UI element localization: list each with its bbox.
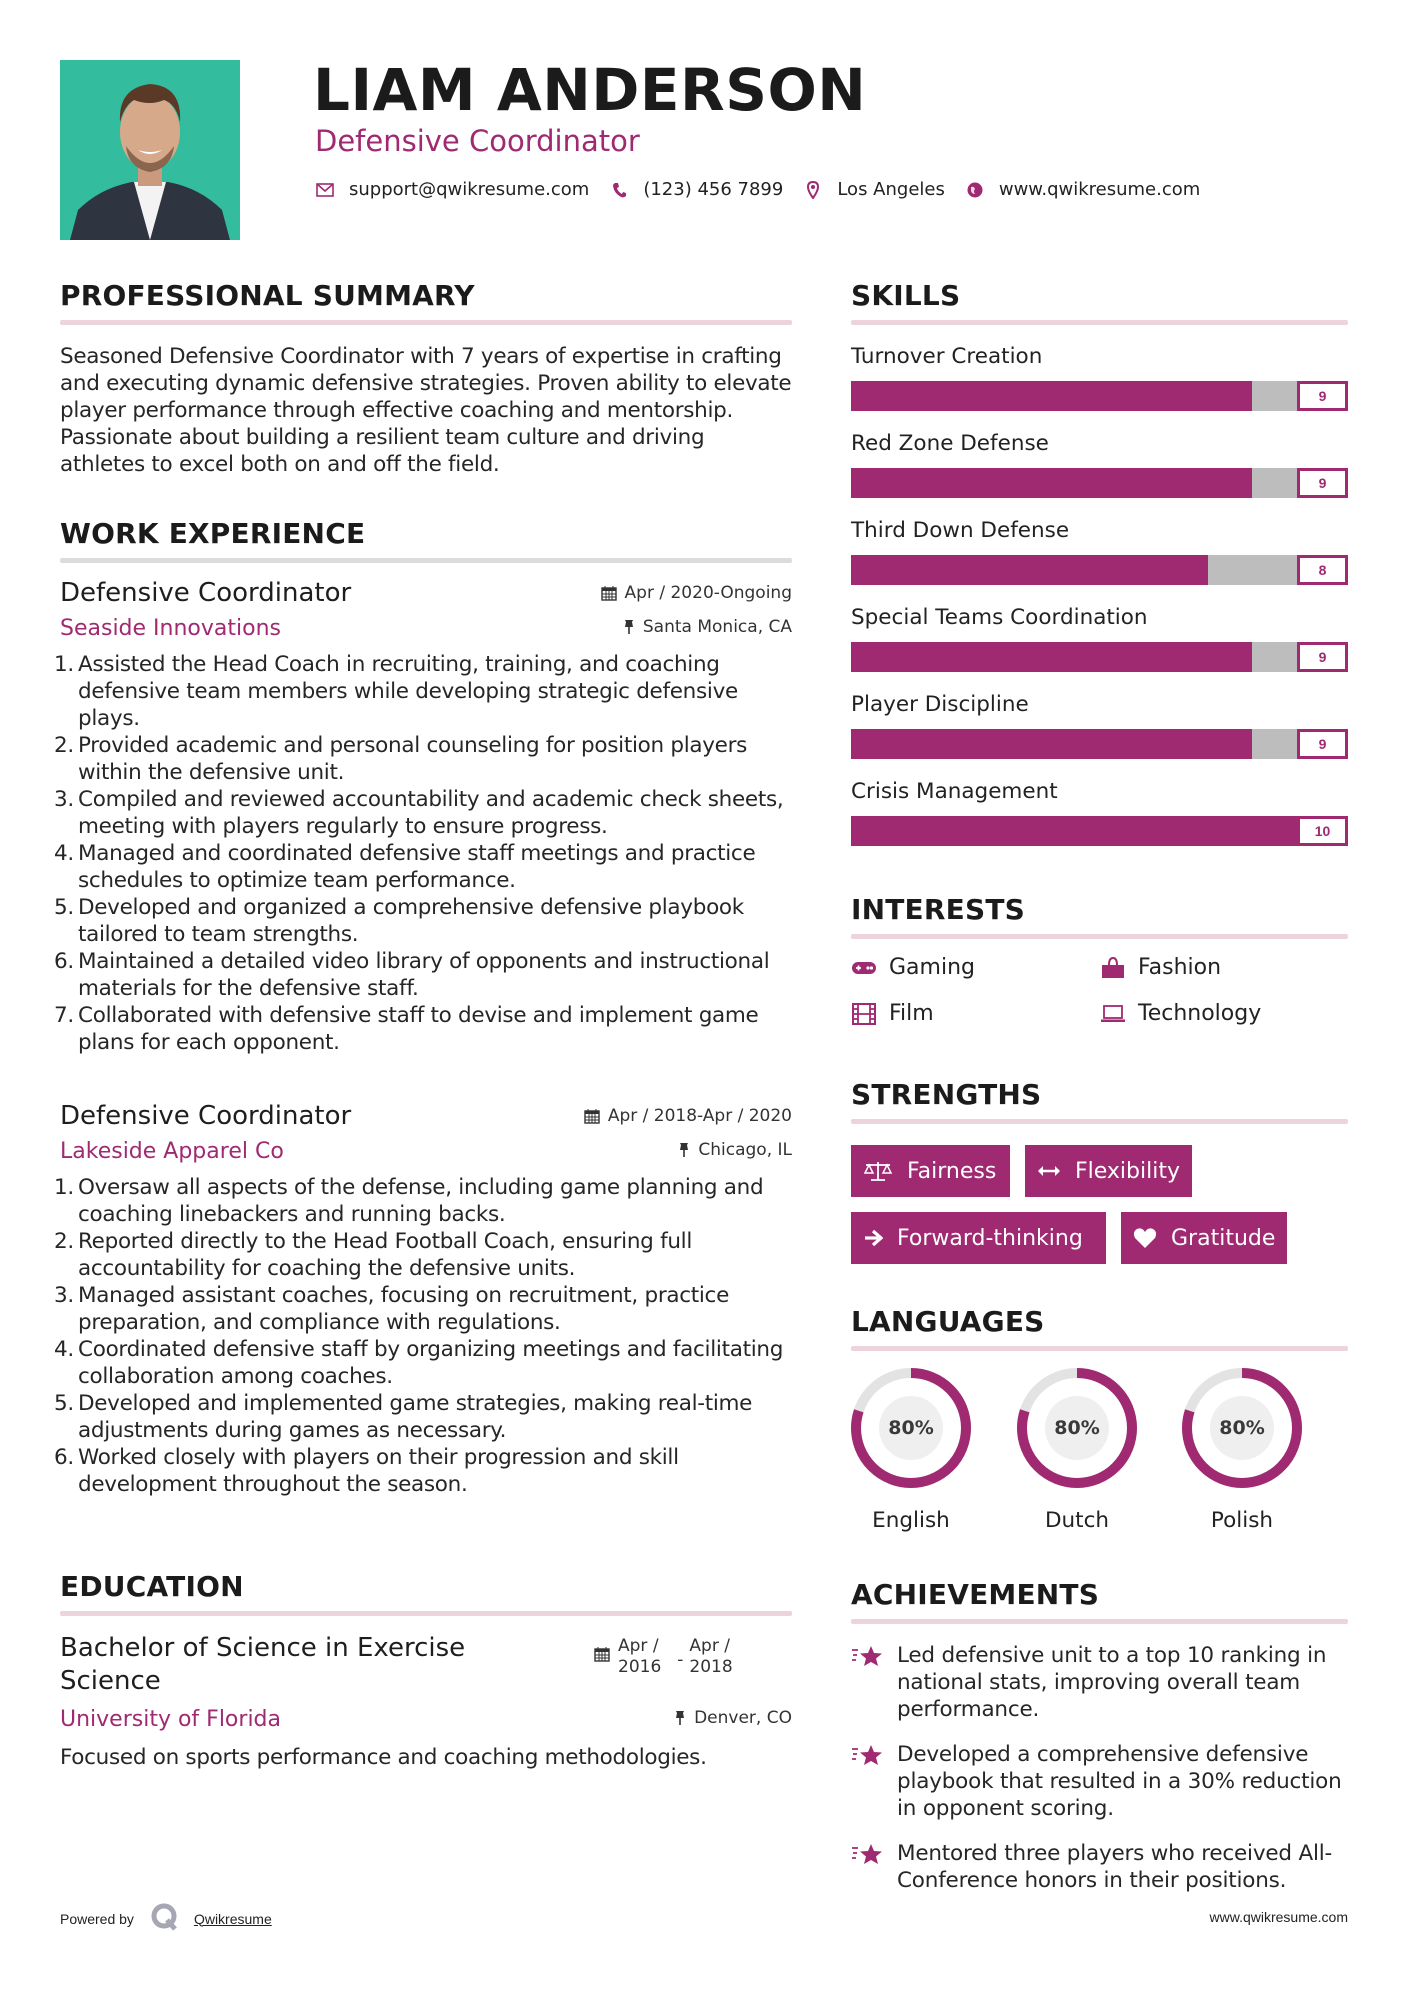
language-percent: 80% [1210, 1396, 1274, 1460]
powered-by-text: Powered by [60, 1910, 134, 1927]
contact-location [803, 179, 945, 200]
language-name: English [872, 1508, 950, 1533]
profile-photo [60, 60, 240, 240]
skill-label: Third Down Defense [851, 518, 1070, 543]
interest-item-film [851, 1001, 934, 1026]
skill-value: 9 [1297, 468, 1348, 498]
language-item-dutch [1012, 1366, 1142, 1533]
end-date: Apr / 2018 [689, 1636, 733, 1677]
duty-list [54, 1174, 792, 1498]
school-name: University of Florida [60, 1707, 281, 1732]
globe-icon [965, 180, 985, 200]
strength-label: Flexibility [1075, 1158, 1180, 1184]
skill-label: Turnover Creation [851, 344, 1043, 369]
duty-item: 6. Maintained a detailed video library of opponents and instructional materials for the defensive staff. [54, 949, 770, 1001]
qwikresume-logo-icon [150, 1903, 180, 1934]
experience-divider [60, 558, 792, 563]
education-location-text: Denver, CO [694, 1708, 792, 1728]
arrows-horizontal-icon [1037, 1164, 1061, 1178]
skill-fill [851, 555, 1208, 585]
duty-item: 3. Managed assistant coaches, focusing on recruitment, practice preparation, and compliance with regulations. [54, 1283, 730, 1335]
phone-text: (123) 456 7899 [643, 179, 784, 200]
interests-heading: INTERESTS [851, 893, 1025, 926]
achievement-item [851, 1741, 1348, 1822]
pushpin-icon [623, 619, 635, 635]
website-text: www.qwikresume.com [998, 179, 1201, 200]
interests-divider [851, 934, 1348, 939]
summary-divider [60, 320, 792, 325]
duty-item: 3. Compiled and reviewed accountability and academic check sheets, meeting with players regularly to ensure progress. [54, 787, 784, 839]
skill-fill [851, 816, 1348, 846]
language-percent: 80% [879, 1396, 943, 1460]
duty-item: 5. Developed and organized a comprehensive defensive playbook tailored to team strengths. [54, 895, 744, 947]
language-item-polish [1177, 1366, 1307, 1533]
email-text: support@qwikresume.com [349, 179, 590, 200]
shopping-bag-icon [1100, 957, 1126, 979]
skill-bar [851, 729, 1348, 759]
shooting-star-icon [851, 1642, 897, 1723]
skill-bar [851, 642, 1348, 672]
summary-text: Seasoned Defensive Coordinator with 7 years of expertise in crafting and executing dynamic defensive strategies. Proven ability to elevate player performance through effective coaching and mentorship. Passionate about building a resilient team culture and driving athletes to excel both on and off the field. [60, 344, 792, 477]
skill-item [851, 605, 1348, 672]
pushpin-icon [678, 1142, 690, 1158]
duty-item: 6. Worked closely with players on their progression and skill development throughout the season. [54, 1445, 679, 1497]
location-text: Los Angeles [837, 179, 945, 200]
achievement-item [851, 1642, 1348, 1723]
languages-heading: LANGUAGES [851, 1305, 1045, 1338]
start-date: Apr / 2016 [618, 1636, 662, 1677]
summary-heading: PROFESSIONAL SUMMARY [60, 279, 475, 312]
skill-label: Red Zone Defense [851, 431, 1049, 456]
education-heading: EDUCATION [60, 1570, 244, 1603]
gamepad-icon [851, 957, 877, 979]
candidate-title: Defensive Coordinator [315, 124, 640, 158]
skill-label: Special Teams Coordination [851, 605, 1148, 630]
duty-list [54, 651, 792, 1056]
education-divider [60, 1611, 792, 1616]
language-item-english [846, 1366, 976, 1533]
contact-email[interactable] [315, 179, 589, 200]
heart-icon [1133, 1227, 1157, 1249]
contact-bar [315, 179, 1220, 200]
strength-label: Gratitude [1171, 1225, 1276, 1251]
interest-label: Technology [1138, 1001, 1262, 1026]
duty-item: 2. Reported directly to the Head Football Coach, ensuring full accountability for coaching the defensive units. [54, 1229, 693, 1281]
duty-item: 1. Assisted the Head Coach in recruiting, training, and coaching defensive team members while developing strategic defensive plays. [54, 652, 738, 731]
achievement-item [851, 1840, 1348, 1894]
skill-value: 9 [1297, 729, 1348, 759]
education-description: Focused on sports performance and coaching methodologies. [60, 1745, 707, 1770]
date-separator: - [677, 1650, 684, 1670]
skill-label: Player Discipline [851, 692, 1029, 717]
powered-by [60, 1903, 272, 1934]
interest-label: Film [889, 1001, 934, 1026]
education-location [674, 1708, 792, 1728]
contact-phone[interactable] [609, 179, 783, 200]
job-location [623, 617, 792, 637]
job-dates [584, 1106, 792, 1126]
phone-icon [609, 180, 629, 200]
skill-item [851, 431, 1348, 498]
job-entry [54, 578, 792, 1056]
pushpin-icon [674, 1710, 686, 1726]
job-entry [54, 1101, 792, 1498]
experience-heading: WORK EXPERIENCE [60, 517, 366, 550]
achievements-heading: ACHIEVEMENTS [851, 1578, 1100, 1611]
strength-badge-flexibility [1025, 1145, 1192, 1197]
interest-label: Gaming [889, 955, 975, 980]
company-name: Lakeside Apparel Co [60, 1139, 284, 1164]
calendar-icon [601, 585, 617, 601]
footer-website[interactable]: www.qwikresume.com [1209, 1909, 1348, 1925]
strengths-divider [851, 1119, 1348, 1124]
interest-label: Fashion [1138, 955, 1222, 980]
contact-website[interactable] [965, 179, 1200, 200]
skill-label: Crisis Management [851, 779, 1058, 804]
skill-fill [851, 642, 1252, 672]
language-percent: 80% [1045, 1396, 1109, 1460]
skill-fill [851, 381, 1252, 411]
language-name: Polish [1210, 1508, 1274, 1533]
balance-scale-icon [863, 1160, 893, 1182]
duty-item: 4. Coordinated defensive staff by organizing meetings and facilitating collaboration among coaches. [54, 1337, 784, 1389]
duty-item: 2. Provided academic and personal counseling for position players within the defensive unit. [54, 733, 748, 785]
language-progress-ring [1180, 1366, 1304, 1490]
job-dates-text: Apr / 2020-Ongoing [624, 583, 792, 603]
strength-label: Fairness [907, 1158, 997, 1184]
achievements-divider [851, 1619, 1348, 1624]
strength-label: Forward-thinking [897, 1225, 1083, 1251]
strength-badge-forward-thinking [851, 1212, 1106, 1264]
degree-title: Bachelor of Science in Exercise Science [60, 1633, 466, 1696]
skill-value: 9 [1297, 381, 1348, 411]
education-school-row [60, 1707, 792, 1732]
company-name: Seaside Innovations [60, 616, 281, 641]
strength-badge-fairness [851, 1145, 1010, 1197]
language-progress-ring [849, 1366, 973, 1490]
job-dates [601, 583, 792, 603]
achievement-text: Led defensive unit to a top 10 ranking in national stats, improving overall team performance. [897, 1643, 1327, 1722]
job-location [678, 1140, 792, 1160]
interest-item-gaming [851, 955, 975, 980]
envelope-icon [315, 180, 335, 200]
job-location-text: Chicago, IL [698, 1140, 792, 1160]
education-dates [594, 1636, 733, 1678]
language-progress-ring [1015, 1366, 1139, 1490]
job-location-text: Santa Monica, CA [642, 617, 792, 637]
duty-item: 7. Collaborated with defensive staff to devise and implement game plans for each opponent. [54, 1003, 759, 1055]
achievement-text: Mentored three players who received All-Conference honors in their positions. [897, 1841, 1333, 1893]
skill-fill [851, 468, 1252, 498]
shooting-star-icon [851, 1741, 897, 1822]
skill-bar [851, 381, 1348, 411]
skills-heading: SKILLS [851, 279, 961, 312]
skill-bar [851, 816, 1348, 846]
achievement-text: Developed a comprehensive defensive playbook that resulted in a 30% reduction in opponent scoring. [897, 1742, 1342, 1821]
interest-item-technology [1100, 1001, 1261, 1026]
language-name: Dutch [1044, 1508, 1110, 1533]
strengths-heading: STRENGTHS [851, 1078, 1042, 1111]
arrow-right-icon [863, 1228, 883, 1248]
map-pin-icon [803, 180, 823, 200]
skill-item [851, 344, 1348, 411]
qwikresume-link[interactable]: Qwikresume [193, 1910, 272, 1927]
duty-item: 1. Oversaw all aspects of the defense, including game planning and coaching linebackers and running backs. [54, 1175, 764, 1227]
duty-item: 4. Managed and coordinated defensive staff meetings and practice schedules to optimize team performance. [54, 841, 756, 893]
calendar-icon [594, 1646, 610, 1678]
job-title: Defensive Coordinator [60, 1101, 352, 1131]
skill-item [851, 779, 1348, 846]
calendar-icon [584, 1108, 600, 1124]
languages-divider [851, 1346, 1348, 1351]
skill-bar [851, 468, 1348, 498]
job-title: Defensive Coordinator [60, 578, 352, 608]
laptop-icon [1100, 1003, 1126, 1025]
film-icon [851, 1003, 877, 1025]
skill-bar [851, 555, 1348, 585]
skill-fill [851, 729, 1252, 759]
skill-value: 8 [1297, 555, 1348, 585]
skill-value: 9 [1297, 642, 1348, 672]
candidate-name: LIAM ANDERSON [313, 56, 867, 124]
skill-item [851, 518, 1348, 585]
strength-badge-gratitude [1121, 1212, 1287, 1264]
skill-item [851, 692, 1348, 759]
skills-divider [851, 320, 1348, 325]
job-dates-text: Apr / 2018-Apr / 2020 [607, 1106, 792, 1126]
avatar-illustration [60, 60, 240, 240]
duty-item: 5. Developed and implemented game strategies, making real-time adjustments during games as necessary. [54, 1391, 753, 1443]
interest-item-fashion [1100, 955, 1221, 980]
skill-value: 10 [1297, 816, 1348, 846]
shooting-star-icon [851, 1840, 897, 1894]
